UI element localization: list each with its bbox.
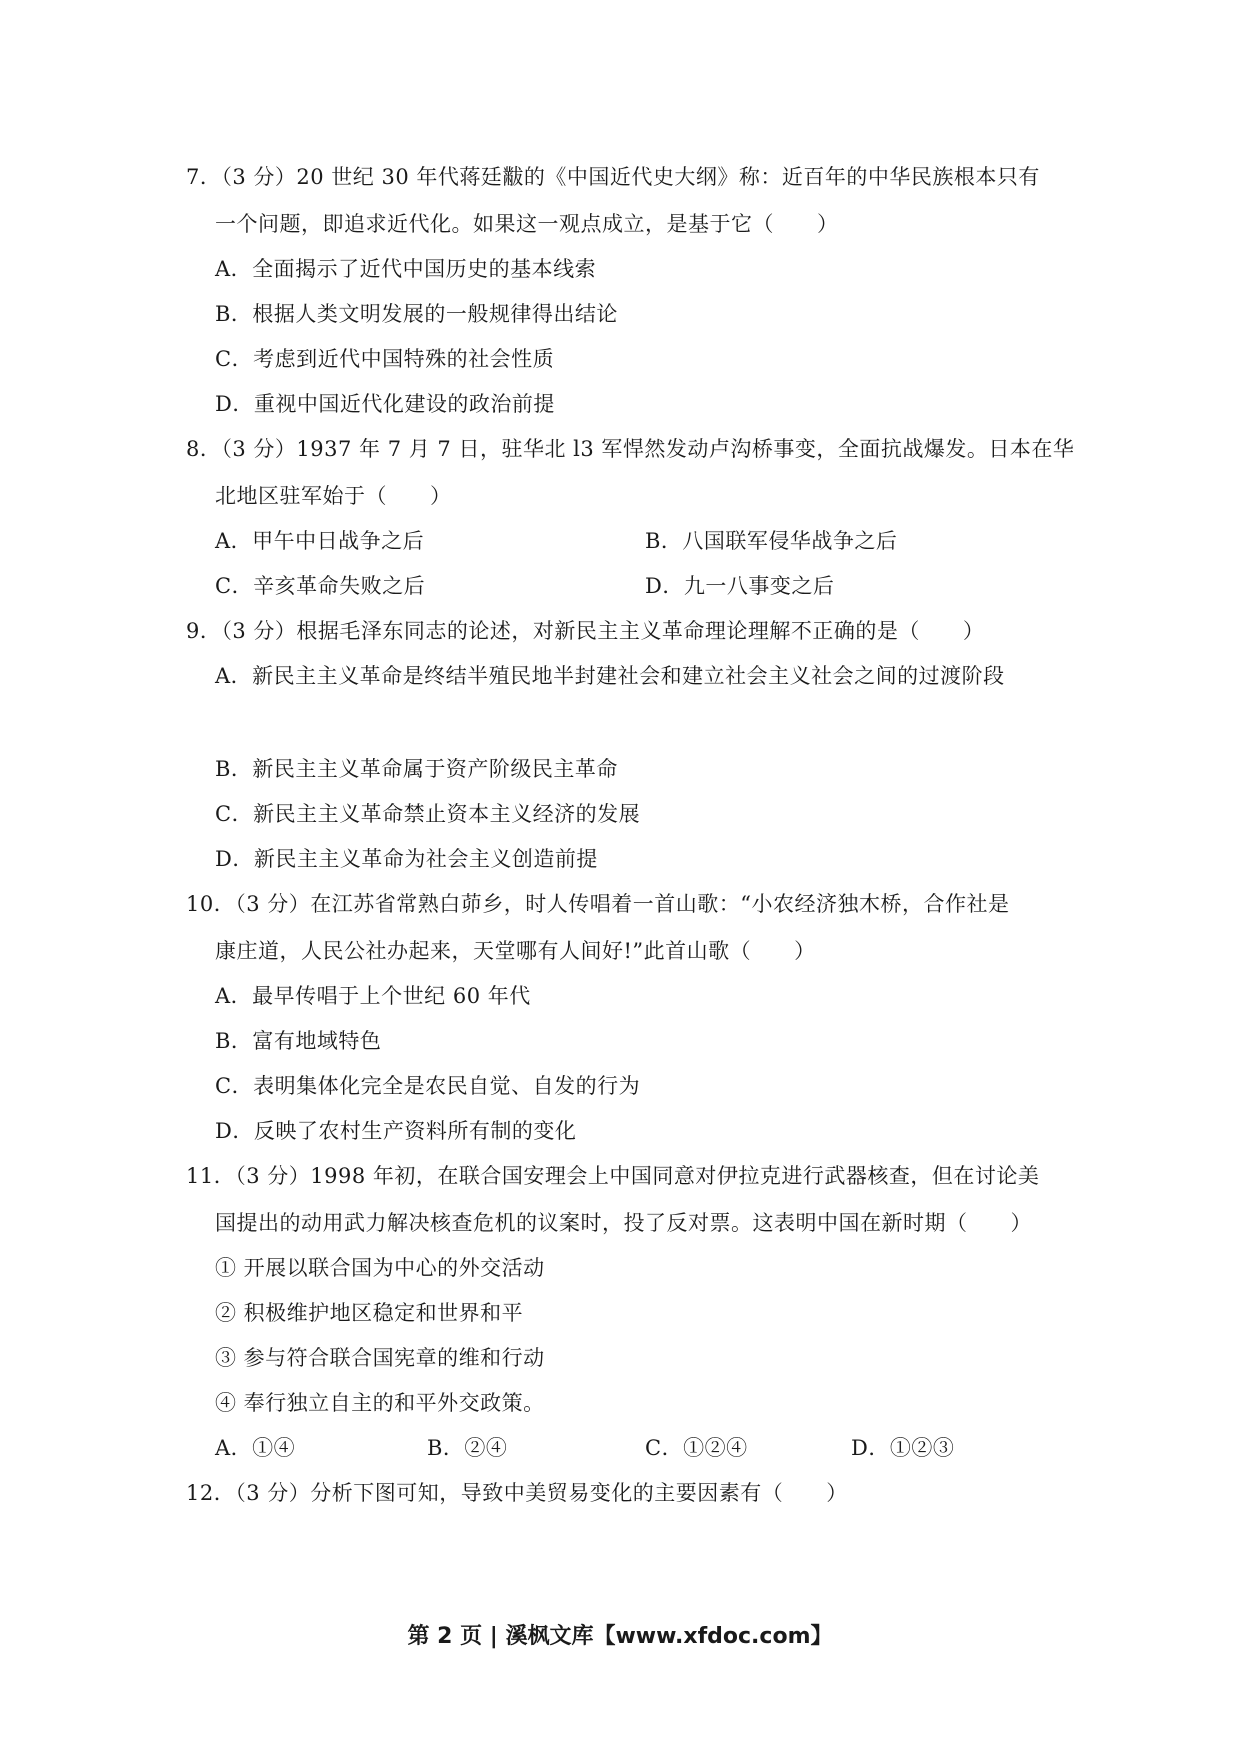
q7-option-a: A．全面揭示了近代中国历史的基本线索 xyxy=(215,257,597,281)
q9-option-d: D．新民主主义革命为社会主义创造前提 xyxy=(215,847,598,871)
q9-stem-line1: 9．（3 分）根据毛泽东同志的论述，对新民主主义革命理论理解不正确的是（ ） xyxy=(186,619,985,643)
q9-option-a: A．新民主主义革命是终结半殖民地半封建社会和建立社会主义社会之间的过渡阶段 xyxy=(215,664,1005,688)
q8-option-d: D．九一八事变之后 xyxy=(645,574,835,598)
q11-stem-line2: 国提出的动用武力解决核查危机的议案时，投了反对票。这表明中国在新时期（ ） xyxy=(215,1211,1032,1235)
page-footer: 第 2 页 | 溪枫文库【www.xfdoc.com】 xyxy=(407,1624,833,1649)
q11-option-c: C．①②④ xyxy=(645,1436,748,1460)
q8-option-b: B．八国联军侵华战争之后 xyxy=(645,529,898,553)
q10-option-b: B．富有地域特色 xyxy=(215,1029,382,1053)
q8-option-a: A．甲午中日战争之后 xyxy=(215,529,425,553)
q8-option-c: C．辛亥革命失败之后 xyxy=(215,574,426,598)
q10-stem-line1: 10．（3 分）在江苏省常熟白茆乡，时人传唱着一首山歌：“小农经济独木桥，合作社是 xyxy=(186,892,1010,916)
q11-statement-2: ② 积极维护地区稳定和世界和平 xyxy=(215,1301,524,1325)
q9-option-b: B．新民主主义革命属于资产阶级民主革命 xyxy=(215,757,618,781)
q8-stem-line2: 北地区驻军始于（ ） xyxy=(215,484,452,508)
q10-option-a: A．最早传唱于上个世纪 60 年代 xyxy=(215,984,531,1008)
q10-stem-line2: 康庄道，人民公社办起来，天堂哪有人间好!”此首山歌（ ） xyxy=(215,939,816,963)
q11-statement-1: ① 开展以联合国为中心的外交活动 xyxy=(215,1256,545,1280)
q10-option-d: D．反映了农村生产资料所有制的变化 xyxy=(215,1119,577,1143)
q11-statement-4: ④ 奉行独立自主的和平外交政策。 xyxy=(215,1391,545,1415)
q7-stem-line1: 7．（3 分）20 世纪 30 年代蒋廷黻的《中国近代史大纲》称：近百年的中华民族根本只有 xyxy=(186,165,1040,189)
q11-stem-line1: 11．（3 分）1998 年初，在联合国安理会上中国同意对伊拉克进行武器核查，但在讨论美 xyxy=(186,1164,1040,1188)
q12-stem-line1: 12．（3 分）分析下图可知，导致中美贸易变化的主要因素有（ ） xyxy=(186,1481,848,1505)
q8-stem-line1: 8．（3 分）1937 年 7 月 7 日，驻华北 l3 军悍然发动卢沟桥事变，全面抗战爆发。日本在华 xyxy=(186,437,1075,461)
q7-option-b: B．根据人类文明发展的一般规律得出结论 xyxy=(215,302,618,326)
q7-option-c: C．考虑到近代中国特殊的社会性质 xyxy=(215,347,555,371)
q7-stem-line2: 一个问题，即追求近代化。如果这一观点成立，是基于它（ ） xyxy=(215,212,839,236)
q11-statement-3: ③ 参与符合联合国宪章的维和行动 xyxy=(215,1346,545,1370)
q10-option-c: C．表明集体化完全是农民自觉、自发的行为 xyxy=(215,1074,641,1098)
q7-option-d: D．重视中国近代化建设的政治前提 xyxy=(215,392,555,416)
q11-option-a: A．①④ xyxy=(215,1436,296,1460)
q9-option-c: C．新民主主义革命禁止资本主义经济的发展 xyxy=(215,802,641,826)
q11-option-d: D．①②③ xyxy=(851,1436,955,1460)
q11-option-b: B．②④ xyxy=(427,1436,508,1460)
